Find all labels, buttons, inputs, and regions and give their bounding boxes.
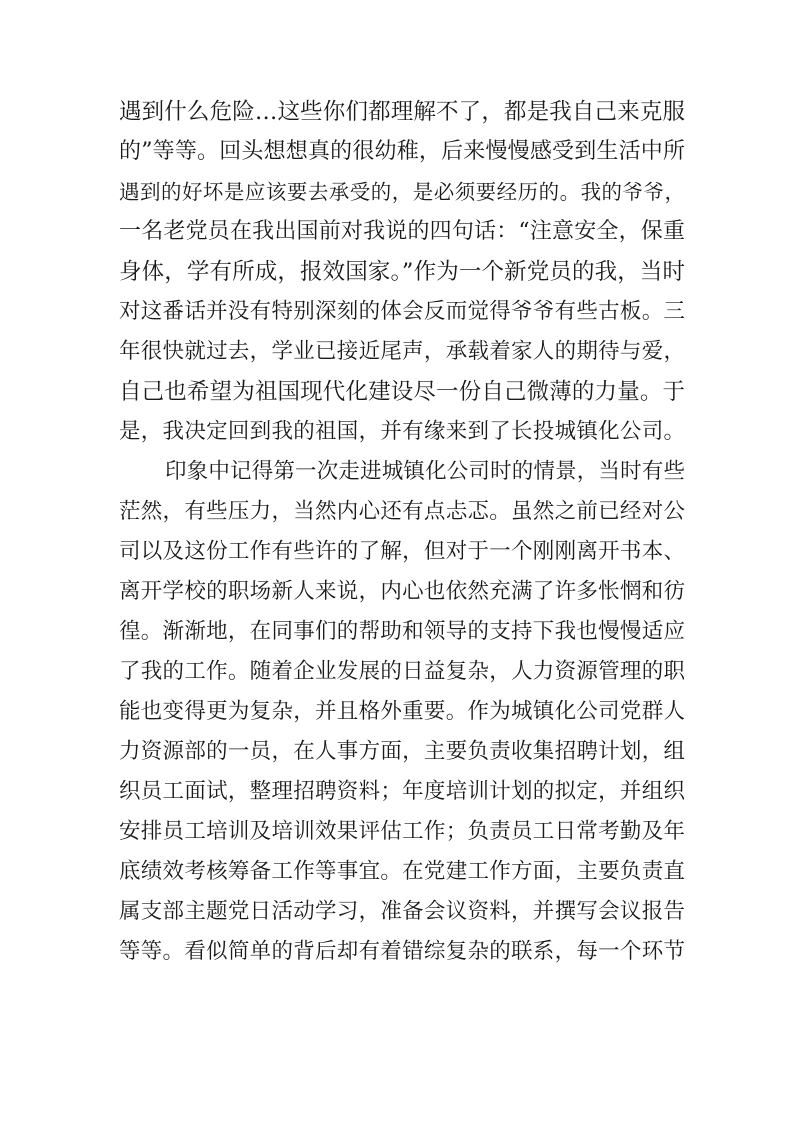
text-line: 身体，学有所成，报效国家。”作为一个新党员的我，当时	[119, 259, 685, 285]
text-line: 徨。渐渐地，在同事们的帮助和领导的支持下我也慢慢适应	[119, 619, 685, 644]
text-line: 司以及这份工作有些许的了解，但对于一个刚刚离开书本、	[119, 539, 685, 564]
text-line: 了我的工作。随着企业发展的日益复杂，人力资源管理的职	[119, 659, 685, 684]
text-line: 能也变得更为复杂，并且格外重要。作为城镇化公司党群人	[119, 699, 685, 724]
text-line: 对这番话并没有特别深刻的体会反而觉得爷爷有些古板。三	[119, 299, 685, 324]
text-line: 是，我决定回到我的祖国，并有缘来到了长投城镇化公司。	[119, 419, 685, 444]
text-line: 的”等等。回头想想真的很幼稚，后来慢慢感受到生活中所	[119, 139, 685, 164]
text-line: 属支部主题党日活动学习，准备会议资料，并撰写会议报告	[119, 899, 685, 924]
text-line: 一名老党员在我出国前对我说的四句话：“注意安全，保重	[119, 219, 685, 244]
text-line: 底绩效考核筹备工作等事宜。在党建工作方面，主要负责直	[119, 859, 685, 884]
text-line: 自己也希望为祖国现代化建设尽一份自己微薄的力量。于	[119, 379, 685, 405]
text-line: 年很快就过去，学业已接近尾声，承载着家人的期待与爱，	[119, 339, 685, 364]
text-line: 力资源部的一员，在人事方面，主要负责收集招聘计划，组	[119, 739, 685, 764]
text-line: 遇到什么危险…这些你们都理解不了，都是我自己来克服	[119, 99, 685, 125]
text-line: 遇到的好坏是应该要去承受的，是必须要经历的。我的爷爷，	[119, 180, 685, 204]
text-line: 离开学校的职场新人来说，内心也依然充满了许多怅惘和彷	[119, 579, 685, 604]
text-line: 等等。看似简单的背后却有着错综复杂的联系，每一个环节	[119, 939, 685, 964]
text-line: 织员工面试，整理招聘资料；年度培训计划的拟定，并组织	[119, 779, 685, 804]
text-line: 印象中记得第一次走进城镇化公司时的情景，当时有些	[165, 459, 685, 484]
text-line: 茫然，有些压力，当然内心还有点忐忑。虽然之前已经对公	[119, 499, 685, 524]
text-line: 安排员工培训及培训效果评估工作；负责员工日常考勤及年	[119, 819, 685, 844]
